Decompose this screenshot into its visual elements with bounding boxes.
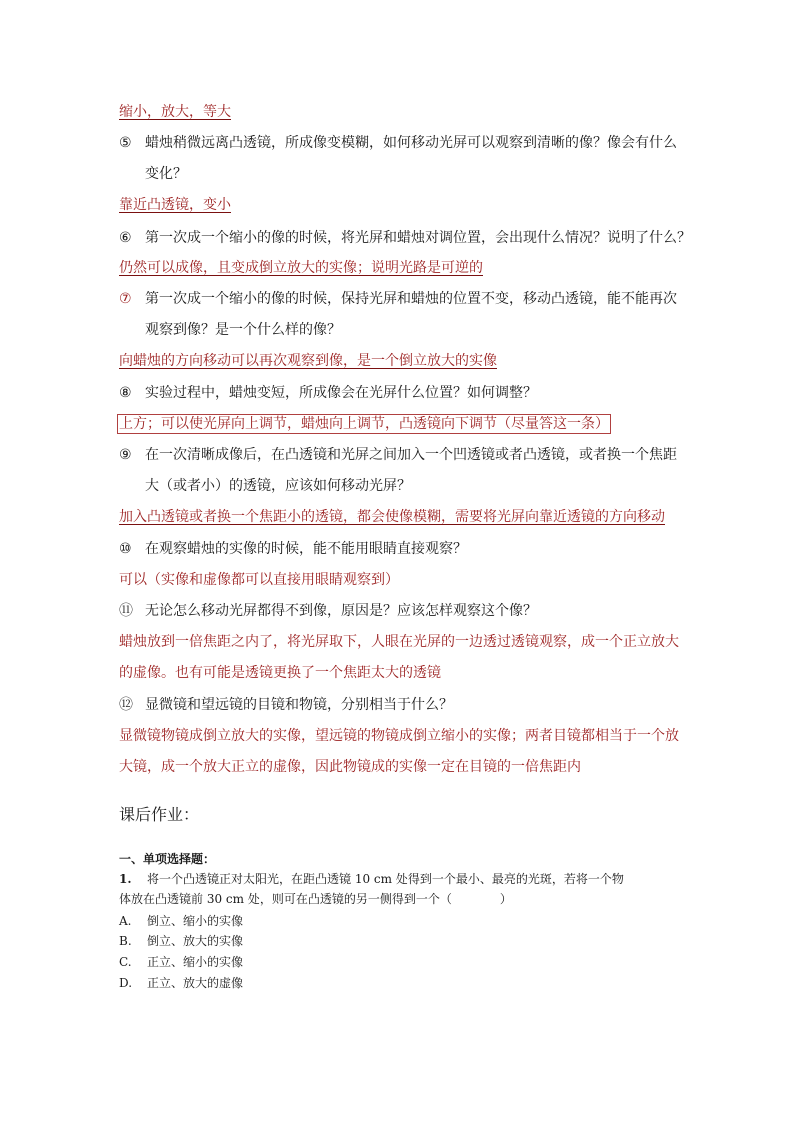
option-letter: D. (119, 976, 133, 990)
section-heading: 一、单项选择题： (119, 852, 216, 866)
answer-10: 可以（实像和虚像都可以直接用眼睛观察到） (119, 572, 399, 588)
option-letter: C. (119, 955, 132, 969)
question-12 (119, 695, 679, 715)
answer-8 (119, 414, 679, 434)
question-9-continued: 大（或者小）的透镜，应该如何移动光屏？ (145, 478, 411, 494)
answer-12-line-2: 大镜，成一个放大正立的虚像，因此物镜成的实像一定在目镜的一倍焦距内 (119, 759, 581, 775)
option-text: 正立、放大的虚像 (147, 976, 244, 990)
question-text: 显微镜和望远镜的目镜和物镜，分别相当于什么？ (145, 697, 453, 713)
homework-question-1 (119, 870, 679, 889)
question-7-continued: 观察到像？是一个什么样的像？ (145, 322, 341, 338)
question-5 (119, 133, 679, 153)
answer-9: 加入凸透镜或者换一个焦距小的透镜，都会使像模糊，需要将光屏向靠近透镜的方向移动 (119, 509, 665, 525)
answer-12-line-1: 显微镜物镜成倒立放大的实像，望远镜的物镜成倒立缩小的实像；两者目镜都相当于一个放 (119, 728, 679, 744)
question-text: 在一次清晰成像后，在凸透镜和光屏之间加入一个凹透镜或者凸透镜，或者换一个焦距 (145, 447, 677, 463)
option-text: 正立、缩小的实像 (147, 955, 244, 969)
option-text: 倒立、放大的实像 (147, 934, 244, 948)
question-text: 无论怎么移动光屏都得不到像，原因是？应该怎样观察这个像？ (145, 603, 537, 619)
option-d (119, 974, 679, 993)
answer-11-line-1: 蜡烛放到一倍焦距之内了，将光屏取下，人眼在光屏的一边透过透镜观察，成一个正立放大 (119, 634, 679, 650)
option-a (119, 912, 679, 931)
question-number: 1. (119, 872, 132, 886)
option-b (119, 932, 679, 951)
option-letter: A. (119, 914, 132, 928)
question-number: ⑩ (119, 541, 132, 557)
answer-11-line-2: 的虚像。也有可能是透镜更换了一个焦距太大的透镜 (119, 665, 441, 681)
answer-6: 仍然可以成像，且变成倒立放大的实像；说明光路是可逆的 (119, 260, 483, 276)
homework-question-1-continued: 体放在凸透镜前 30 cm 处，则可在凸透镜的另一侧得到一个（ ） (119, 892, 512, 906)
question-9 (119, 445, 679, 465)
question-text: 第一次成一个缩小的像的时候，保持光屏和蜡烛的位置不变，移动凸透镜，能不能再次 (145, 291, 677, 307)
question-number: ⑦ (119, 291, 132, 307)
option-letter: B. (119, 934, 132, 948)
answer-7: 向蜡烛的方向移动可以再次观察到像，是一个倒立放大的实像 (119, 353, 497, 369)
question-text: 将一个凸透镜正对太阳光，在距凸透镜 10 cm 处得到一个最小、最亮的光斑，若将一个物 (147, 872, 624, 886)
question-number: ⑫ (119, 697, 133, 713)
question-number: ⑧ (119, 385, 132, 401)
question-11 (119, 601, 679, 621)
option-text: 倒立、缩小的实像 (147, 914, 244, 928)
question-number: ⑤ (119, 135, 132, 151)
question-text: 蜡烛稍微远离凸透镜，所成像变模糊，如何移动光屏可以观察到清晰的像？像会有什么 (145, 135, 677, 151)
answer-4: 缩小，放大，等大 (119, 104, 231, 120)
question-7 (119, 289, 679, 309)
answer-5: 靠近凸透镜，变小 (119, 197, 231, 213)
question-10 (119, 539, 679, 559)
question-number: ⑥ (119, 230, 132, 246)
question-number: ⑪ (119, 603, 133, 619)
option-c (119, 953, 679, 972)
question-text: 在观察蜡烛的实像的时候，能不能用眼睛直接观察？ (145, 541, 467, 557)
question-5-continued: 变化？ (145, 166, 187, 182)
question-text: 实验过程中，蜡烛变短，所成像会在光屏什么位置？如何调整？ (145, 385, 537, 401)
question-number: ⑨ (119, 447, 132, 463)
answer-8-text: 上方；可以使光屏向上调节，蜡烛向上调节，凸透镜向下调节（尽量答这一条） (119, 416, 609, 432)
question-text: 第一次成一个缩小的像的时候，将光屏和蜡烛对调位置，会出现什么情况？说明了什么？ (145, 230, 691, 246)
question-6 (119, 228, 691, 248)
homework-heading: 课后作业： (119, 805, 200, 824)
question-8 (119, 383, 679, 403)
